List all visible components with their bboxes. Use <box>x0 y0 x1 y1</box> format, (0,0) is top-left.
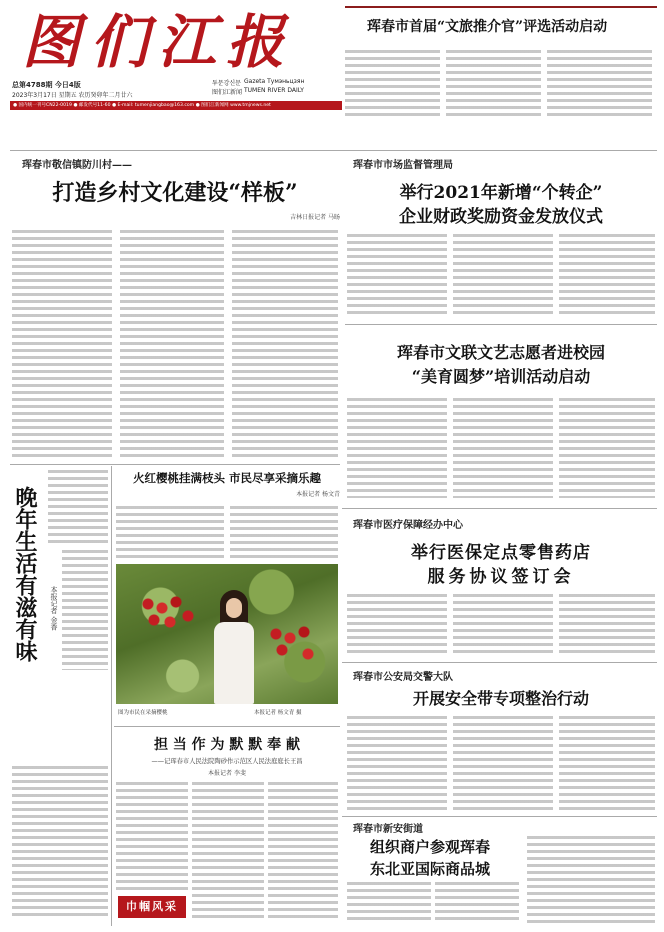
medical-dept: 珲春市医疗保障经办中心 <box>353 520 463 531</box>
cherry-body <box>116 506 224 560</box>
date-line: 2023年3月17日 星期五 农历癸卯年二月廿六 <box>12 92 133 99</box>
duty-subtitle: ——记珲春市人民法院陶砂作示范区人民法庭庭长王昌 <box>151 758 303 765</box>
divider <box>342 662 657 663</box>
guilds-story <box>345 152 657 322</box>
korean-name: 투문강신문 <box>212 80 241 87</box>
divider <box>10 464 340 465</box>
main-story <box>10 152 340 462</box>
medical-body <box>347 594 447 656</box>
police-dept: 珲春市公安局交警大队 <box>353 672 453 683</box>
police-body <box>347 716 447 810</box>
cherry-cluster <box>138 594 198 634</box>
expo-body <box>435 882 519 924</box>
duty-body <box>116 782 188 890</box>
divider <box>345 324 657 325</box>
person-figure <box>212 590 256 704</box>
police-body <box>559 716 655 810</box>
face <box>226 598 242 618</box>
expo-body <box>347 882 431 924</box>
issue-line: 总第4788期 今日4版 <box>12 81 81 89</box>
divider <box>342 816 657 817</box>
medical-story <box>345 510 657 660</box>
duty-body <box>192 782 264 922</box>
cherry-cluster <box>266 624 326 664</box>
divider <box>10 150 657 151</box>
masthead-logo: 图们江报 <box>22 8 295 76</box>
expo-story <box>345 818 657 928</box>
art-body <box>347 398 447 498</box>
medical-headline-2: 服务协议签订会 <box>427 567 575 587</box>
cherry-body <box>230 506 338 560</box>
medical-body <box>559 594 655 656</box>
main-body <box>232 230 338 458</box>
main-headline: 打造乡村文化建设“样板” <box>52 180 298 206</box>
divider <box>111 466 112 926</box>
column-body <box>62 550 108 670</box>
pinyin: Gazeta Тумэньцзян <box>244 78 305 85</box>
police-story <box>345 664 657 814</box>
column-body <box>48 470 108 544</box>
expo-headline-1: 组织商户参观珲春 <box>369 838 490 856</box>
guilds-headline-2: 企业财政奖励资金发放仪式 <box>399 207 603 227</box>
duty-body <box>268 782 338 922</box>
main-kicker: 珲春市敬信镇防川村—— <box>22 160 132 171</box>
main-body <box>120 230 224 458</box>
cherry-photo-credit: 本报记者 杨文青 摄 <box>254 710 302 716</box>
art-body <box>453 398 553 498</box>
top-right-rule <box>345 6 657 8</box>
top-right-story <box>345 6 657 146</box>
art-headline-1: 珲春市文联文艺志愿者进校园 <box>396 343 605 362</box>
duty-badge: 巾帼风采 <box>118 896 186 918</box>
expo-body <box>527 836 655 924</box>
guilds-body <box>453 234 553 314</box>
guilds-body <box>347 234 447 314</box>
expo-headline-2: 东北亚国际商品城 <box>369 860 490 878</box>
police-headline: 开展安全带专项整治行动 <box>412 689 589 708</box>
cherry-photo-caption: 图为市民在采摘樱桃 <box>118 710 168 716</box>
masthead-side <box>212 78 332 98</box>
column-story <box>10 466 110 926</box>
expo-dept: 珲春市新安街道 <box>353 824 423 835</box>
cherry-byline: 本报记者 杨文青 <box>296 491 340 498</box>
police-body <box>453 716 553 810</box>
main-byline: 吉林日报记者 马旸 <box>290 214 340 221</box>
guilds-dept: 珲春市市场监督管理局 <box>353 160 453 171</box>
divider <box>342 508 657 509</box>
cherry-headline: 火红樱桃挂满枝头 市民尽享采摘乐趣 <box>132 471 321 485</box>
main-body <box>12 230 112 458</box>
column-author: 本报记者 金香 <box>50 586 58 631</box>
medical-headline-1: 举行医保定点零售药店 <box>411 543 591 563</box>
top-right-body <box>446 50 541 120</box>
medical-body <box>453 594 553 656</box>
cherry-photo <box>116 564 338 704</box>
column-body <box>12 766 108 920</box>
top-right-headline: 珲春市首届“文旅推介官”评选活动启动 <box>367 19 608 35</box>
english-name: TUMEN RIVER DAILY <box>244 87 304 94</box>
divider <box>114 726 340 727</box>
guilds-body <box>559 234 655 314</box>
top-right-body <box>345 50 440 120</box>
column-title: 晚年生活有滋有味 <box>12 486 38 662</box>
cherry-story <box>114 466 340 724</box>
duty-story <box>114 728 340 928</box>
sub-cn: 图们江新闻 <box>212 89 243 96</box>
art-headline-2: “美育圆梦”培训活动启动 <box>411 367 591 386</box>
dress <box>214 622 254 704</box>
duty-headline: 担 当 作 为 默 默 奉 献 <box>153 737 301 753</box>
duty-byline: 本报记者 李斐 <box>208 770 246 777</box>
top-right-body <box>547 50 652 120</box>
art-story <box>345 326 657 506</box>
guilds-headline-1: 举行2021年新增“个转企” <box>399 183 603 203</box>
masthead-contact-bar: ● 国内统一刊号CN22-0019 ● 邮发代号11-60 ● E-mail: tumenjiangbao@163.com ● 图们江新闻网 www.tmjnews.net <box>10 101 342 110</box>
art-body <box>559 398 655 498</box>
